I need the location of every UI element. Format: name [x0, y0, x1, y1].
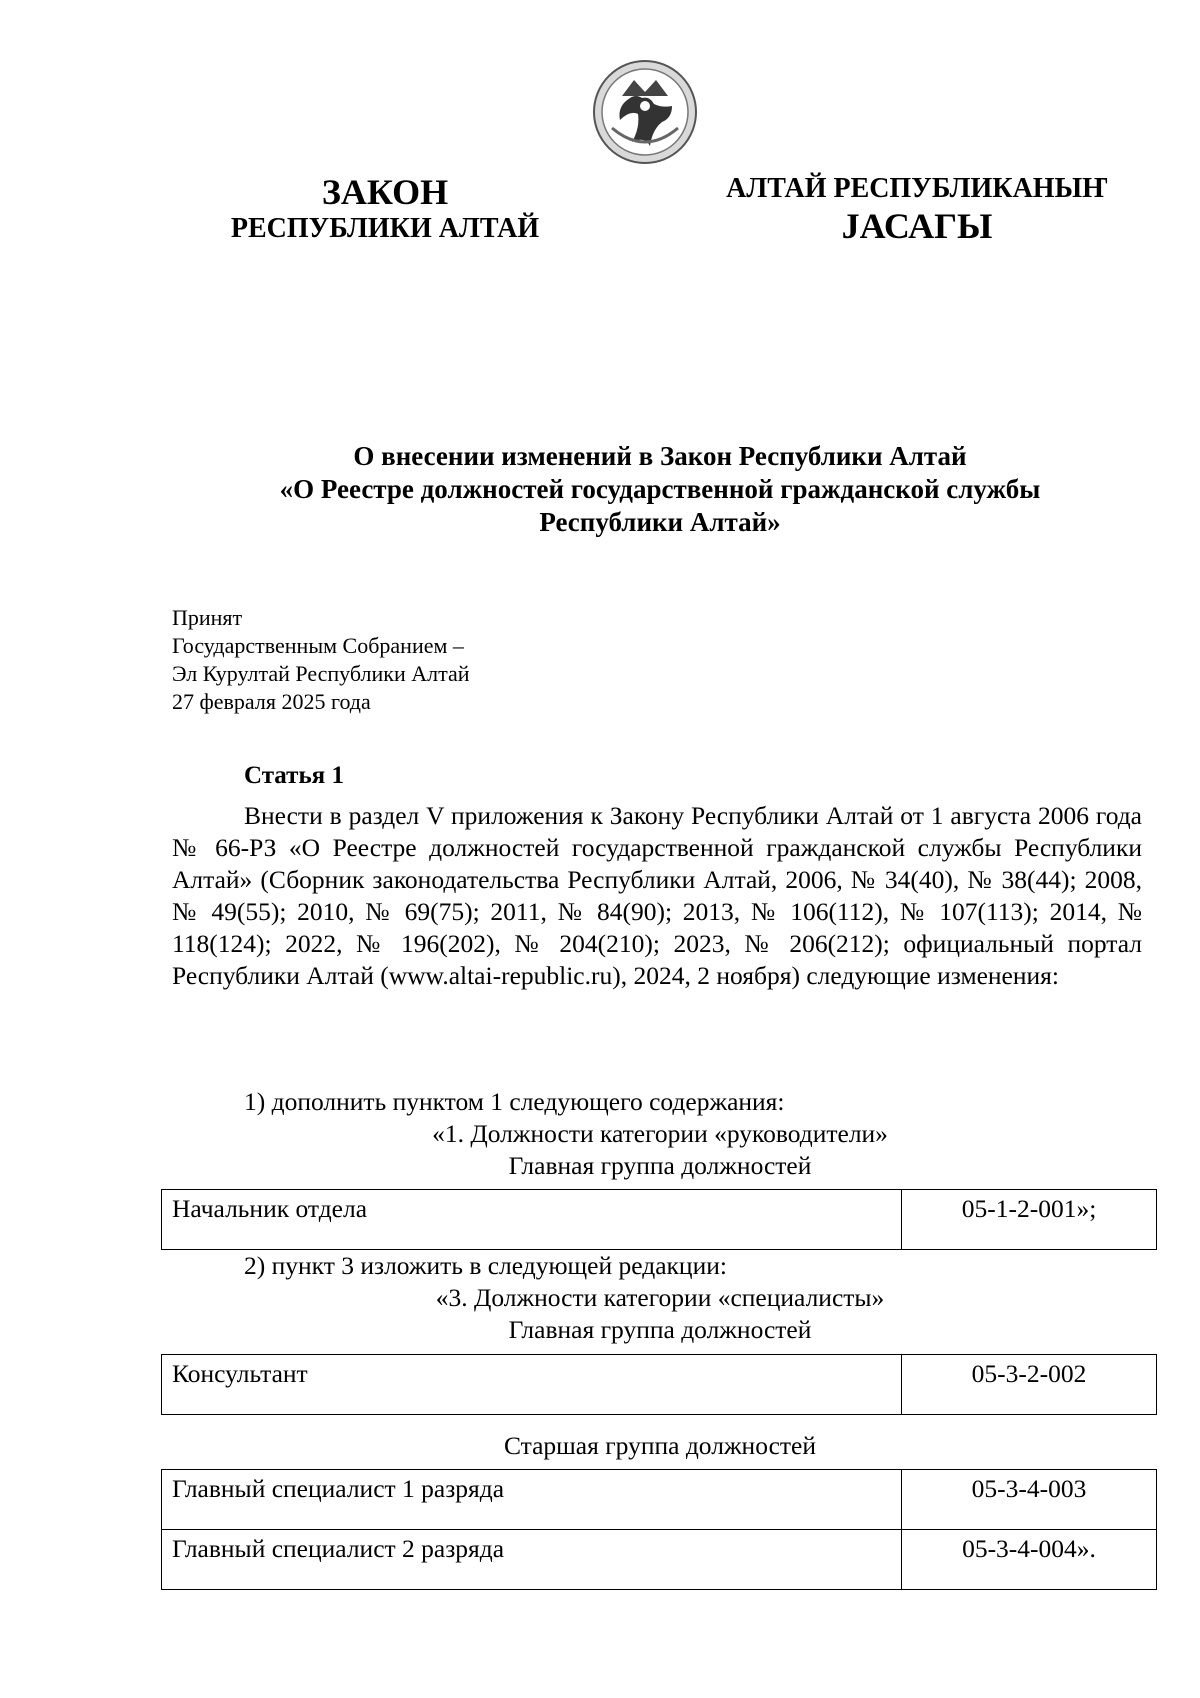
title-line-3: Республики Алтай»: [539, 507, 781, 537]
document-title: [160, 440, 1160, 539]
table-row: [162, 1530, 1157, 1590]
law-header-altai-line2: ЈАСАГЫ: [841, 206, 993, 246]
article-heading: Статья 1: [244, 762, 344, 789]
position-code: 05-1-2-001»;: [902, 1190, 1157, 1250]
item-1-positions-table: [161, 1189, 1157, 1250]
adoption-line-3: Эл Курултай Республики Алтай: [172, 661, 470, 686]
item-2-senior-group-heading: Старшая группа должностей: [503, 1431, 817, 1460]
law-header-title: ЗАКОН: [321, 172, 449, 212]
table-row: [162, 1355, 1157, 1415]
title-line-2: «О Реестре должностей государственной гражданской службы: [279, 474, 1041, 504]
item-1-text: 1) дополнить пунктом 1 следующего содержания:: [244, 1087, 785, 1116]
adoption-line-1: Принят: [172, 605, 243, 630]
adoption-info: [172, 604, 470, 716]
adoption-line-2: Государственным Собранием –: [172, 633, 464, 658]
law-header-subtitle: РЕСПУБЛИКИ АЛТАЙ: [230, 213, 540, 244]
item-1-category-heading: «1. Должности категории «руководители»: [432, 1119, 888, 1148]
item-2-main-group-heading: Главная группа должностей: [508, 1315, 812, 1344]
position-name: Главный специалист 1 разряда: [162, 1470, 902, 1530]
position-code: 05-3-4-003: [902, 1470, 1157, 1530]
adoption-date: 27 февраля 2025 года: [172, 689, 371, 714]
item-1-group-heading: Главная группа должностей: [508, 1151, 812, 1180]
position-name: Начальник отдела: [162, 1190, 902, 1250]
item-2-text: 2) пункт 3 изложить в следующей редакции:: [244, 1251, 727, 1280]
law-header-altai-line1: АЛТАЙ РЕСПУБЛИКАНЫҤ: [726, 173, 1108, 204]
law-header-russian: [220, 172, 550, 246]
item-2-senior-positions-table: [161, 1469, 1157, 1590]
item-2-main-positions-table: [161, 1354, 1157, 1415]
item-2-category-heading: «3. Должности категории «специалисты»: [435, 1283, 885, 1312]
position-name: Главный специалист 2 разряда: [162, 1530, 902, 1590]
table-row: [162, 1470, 1157, 1530]
title-line-1: О внесении изменений в Закон Республики Алтай: [353, 441, 967, 471]
position-code: 05-3-4-004».: [902, 1530, 1157, 1590]
coat-of-arms-emblem: [592, 58, 698, 166]
table-row: [162, 1190, 1157, 1250]
article-body: Внести в раздел V приложения к Закону Республики Алтай от 1 августа 2006 года № 66-РЗ «О Реестре должностей государственной гражданской службы Республики Алтай» (Сборник законодательства Республики Алтай, 2006, № 34(40), № 38(44); 2008, № 49(55); 2010, № 69(75); 2011, № 84(90); 2013, № 106(112), № 107(113); 2014, № 118(124); 2022, № 196(202), № 204(210); 2023, № 206(212); официальный портал Республики Алтай (www.altai-republic.ru), 2024, 2 ноября) следующие изменения:: [172, 801, 1142, 990]
law-header-altai: [712, 172, 1122, 246]
position-code: 05-3-2-002: [902, 1355, 1157, 1415]
position-name: Консультант: [162, 1355, 902, 1415]
